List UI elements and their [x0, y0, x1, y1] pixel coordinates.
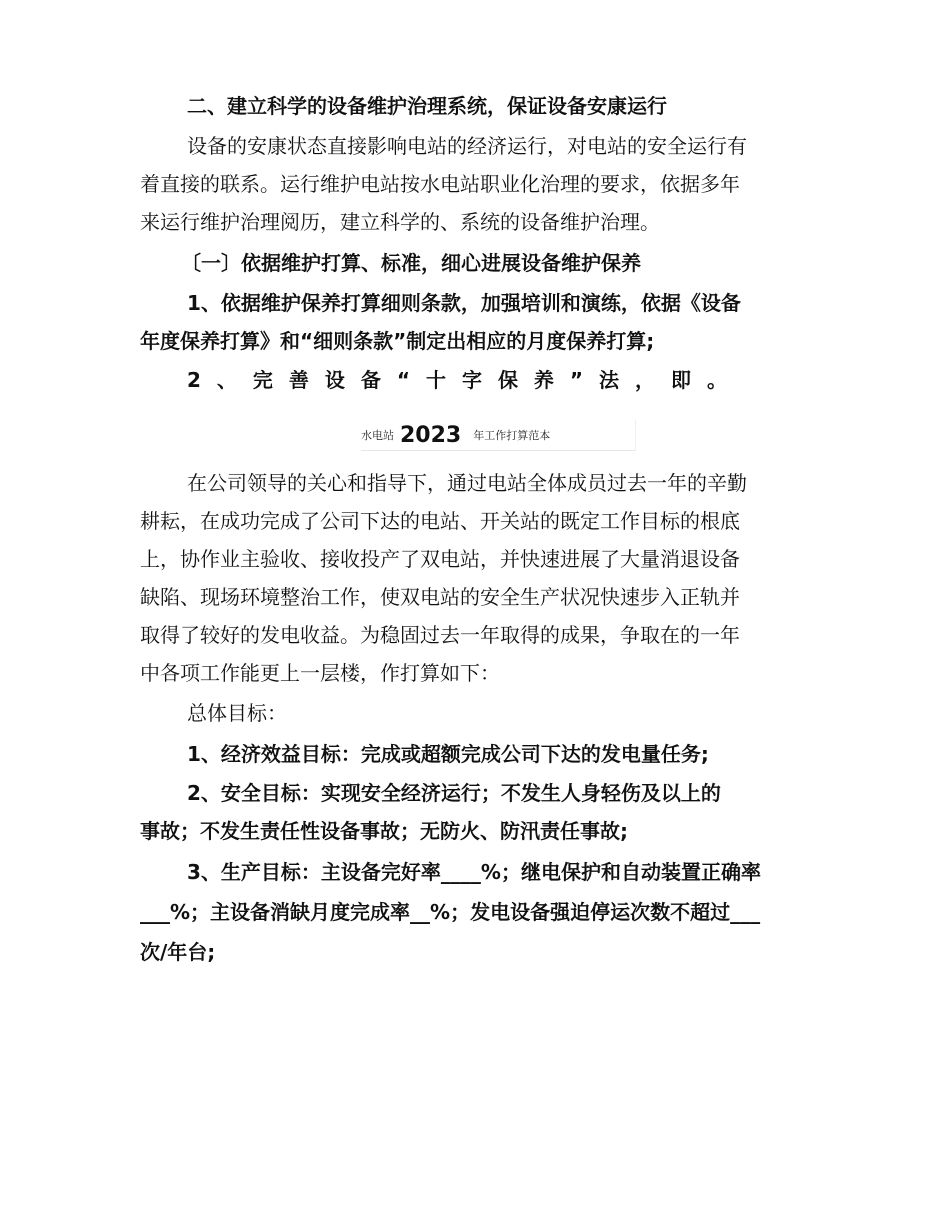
header-prefix: 水电站 — [361, 429, 394, 442]
body-line-4: 缺陷、现场环境整治工作，使双电站的安全生产状况快速步入正轨并 — [140, 585, 740, 609]
page-header — [361, 420, 636, 451]
goal3-line-3: 次/年台; — [140, 940, 216, 964]
header-suffix: 年工作打算范本 — [473, 429, 551, 442]
section-heading: 二、建立科学的设备维护治理系统，保证设备安康运行 — [187, 94, 667, 118]
item2-char: 字 — [461, 368, 482, 392]
goal1: 1、经济效益目标：完成或超额完成公司下达的发电量任务; — [187, 742, 709, 766]
subheading: 〔一〕依据维护打算、标准，细心进展设备维护保养 — [181, 251, 641, 275]
item2-char: 、 — [216, 368, 237, 392]
item2-char: “ — [396, 368, 410, 392]
item2-char: 完 — [252, 368, 273, 392]
intro-line-3: 来运行维护治理阅历，建立科学的、系统的设备维护治理。 — [140, 210, 660, 234]
body-line-3: 上，协作业主验收、接收投产了双电站，并快速进展了大量消退设备 — [140, 547, 740, 571]
goal2-line-2: 事故；不发生责任性设备事故；无防火、防汛责任事故; — [140, 819, 628, 843]
item1-line-1: 1、依据维护保养打算细则条款，加强培训和演练，依据《设备 — [187, 291, 741, 315]
overall-goal-label: 总体目标： — [187, 701, 287, 725]
body-line-6: 中各项工作能更上一层楼，作打算如下： — [140, 661, 500, 685]
item2-char: 。 — [707, 368, 727, 392]
body-line-2: 耕耘，在成功完成了公司下达的电站、开关站的既定工作目标的根底 — [140, 509, 740, 533]
body-line-5: 取得了较好的发电收益。为稳固过去一年取得的成果，争取在的一年 — [140, 623, 740, 647]
item2-char: 十 — [425, 368, 446, 392]
item2-char: 备 — [360, 368, 381, 392]
item2-char: 养 — [533, 368, 554, 392]
item2-char: 法 — [599, 368, 620, 392]
item2-char: 2 — [187, 368, 201, 392]
item1-line-2: 年度保养打算》和“细则条款”制定出相应的月度保养打算; — [140, 329, 655, 353]
item2-char: ” — [569, 368, 584, 392]
item2-char: 即 — [671, 368, 692, 392]
item2-char: 善 — [288, 368, 309, 392]
item2-char: 设 — [324, 368, 345, 392]
intro-line-1: 设备的安康状态直接影响电站的经济运行，对电站的安全运行有 — [187, 134, 747, 158]
header-year: 2023 — [400, 422, 462, 448]
intro-line-2: 着直接的联系。运行维护电站按水电站职业化治理的要求，依据多年 — [140, 172, 740, 196]
item2-char: 保 — [497, 368, 518, 392]
body-line-1: 在公司领导的关心和指导下，通过电站全体成员过去一年的辛勤 — [187, 471, 747, 495]
goal3-line-1: 3、生产目标：主设备完好率____%；继电保护和自动装置正确率 — [187, 860, 761, 884]
goal3-line-2: ___%；主设备消缺月度完成率__%；发电设备强迫停运次数不超过___ — [140, 900, 761, 924]
goal2-line-1: 2、安全目标：实现安全经济运行；不发生人身轻伤及以上的 — [187, 781, 721, 805]
item2-line — [187, 361, 727, 399]
item2-char: ， — [635, 368, 656, 392]
